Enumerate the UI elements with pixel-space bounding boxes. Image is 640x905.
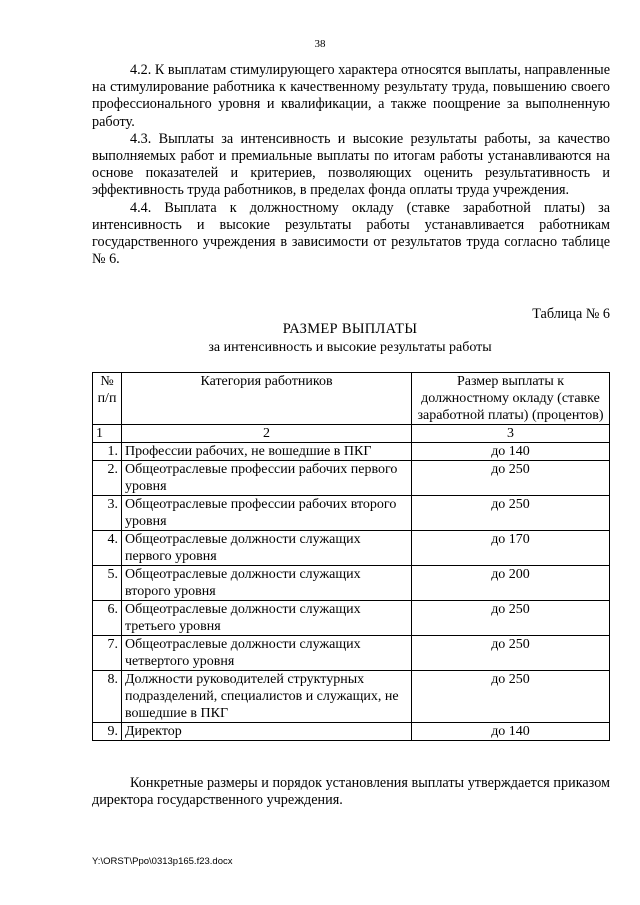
body-text-bottom xyxy=(92,775,610,809)
row-category: Общеотраслевые профессии рабочих второго уровня xyxy=(122,496,412,531)
table-row xyxy=(93,723,610,741)
row-category: Директор xyxy=(122,723,412,741)
table-row xyxy=(93,461,610,496)
row-number: 9. xyxy=(93,723,122,741)
table-row xyxy=(93,601,610,636)
column-number-row xyxy=(93,425,610,443)
row-amount: до 140 xyxy=(412,443,610,461)
table-row xyxy=(93,531,610,566)
row-number: 2. xyxy=(93,461,122,496)
row-category: Должности руководителей структурных подразделений, специалистов и служащих, не вошедшие в ПКГ xyxy=(122,671,412,723)
paragraph-closing: Конкретные размеры и порядок установления выплаты утверждается приказом директора государственного учреждения. xyxy=(92,775,610,809)
row-amount: до 140 xyxy=(412,723,610,741)
header-number: № п/п xyxy=(93,373,122,425)
row-amount: до 250 xyxy=(412,671,610,723)
paragraph-4-2: 4.2. К выплатам стимулирующего характера относятся выплаты, направленные на стимулирование работника к качественному результату труда, повышению своего профессионального уровня и квалификации, а также поощрение за выполненную работу. xyxy=(92,62,610,130)
table-row xyxy=(93,636,610,671)
row-category: Общеотраслевые должности служащих второго уровня xyxy=(122,566,412,601)
row-number: 3. xyxy=(93,496,122,531)
row-amount: до 200 xyxy=(412,566,610,601)
row-amount: до 250 xyxy=(412,461,610,496)
header-amount: Размер выплаты к должностному окладу (ставке заработной платы) (процентов) xyxy=(412,373,610,425)
column-number: 3 xyxy=(412,425,610,443)
row-category: Профессии рабочих, не вошедшие в ПКГ xyxy=(122,443,412,461)
row-category: Общеотраслевые должности служащих четвертого уровня xyxy=(122,636,412,671)
row-amount: до 250 xyxy=(412,601,610,636)
row-amount: до 250 xyxy=(412,636,610,671)
table-title: РАЗМЕР ВЫПЛАТЫ xyxy=(282,321,418,337)
row-number: 6. xyxy=(93,601,122,636)
table-header-row xyxy=(93,373,610,425)
body-text-top xyxy=(92,62,610,268)
row-number: 1. xyxy=(93,443,122,461)
row-number: 4. xyxy=(93,531,122,566)
row-amount: до 170 xyxy=(412,531,610,566)
row-amount: до 250 xyxy=(412,496,610,531)
row-category: Общеотраслевые должности служащих первого уровня xyxy=(122,531,412,566)
page-number: 38 xyxy=(314,38,326,50)
column-number: 2 xyxy=(122,425,412,443)
row-number: 8. xyxy=(93,671,122,723)
paragraph-4-4: 4.4. Выплата к должностному окладу (ставке заработной платы) за интенсивность и высокие результаты работы устанавливается работникам государственного учреждения в зависимости от результатов труда согласно таблице № 6. xyxy=(92,199,610,268)
row-category: Общеотраслевые профессии рабочих первого уровня xyxy=(122,461,412,496)
table-subtitle: за интенсивность и высокие результаты работы xyxy=(208,340,492,355)
table-label: Таблица № 6 xyxy=(532,306,610,322)
table-row xyxy=(93,566,610,601)
footer-file-path: Y:\ORST\Ppo\0313p165.f23.docx xyxy=(92,856,233,867)
column-number: 1 xyxy=(93,425,122,443)
table-row xyxy=(93,443,610,461)
row-number: 5. xyxy=(93,566,122,601)
table-row xyxy=(93,671,610,723)
payment-table xyxy=(92,372,610,741)
paragraph-4-3: 4.3. Выплаты за интенсивность и высокие результаты работы, за качество выполняемых работ и премиальные выплаты по итогам работы устанавливаются на основе показателей и критериев, позволяющих оценить результативность и эффективность труда работников, в пределах фонда оплаты труда учреждения. xyxy=(92,130,610,199)
row-category: Общеотраслевые должности служащих третьего уровня xyxy=(122,601,412,636)
row-number: 7. xyxy=(93,636,122,671)
header-category: Категория работников xyxy=(122,373,412,425)
table-row xyxy=(93,496,610,531)
